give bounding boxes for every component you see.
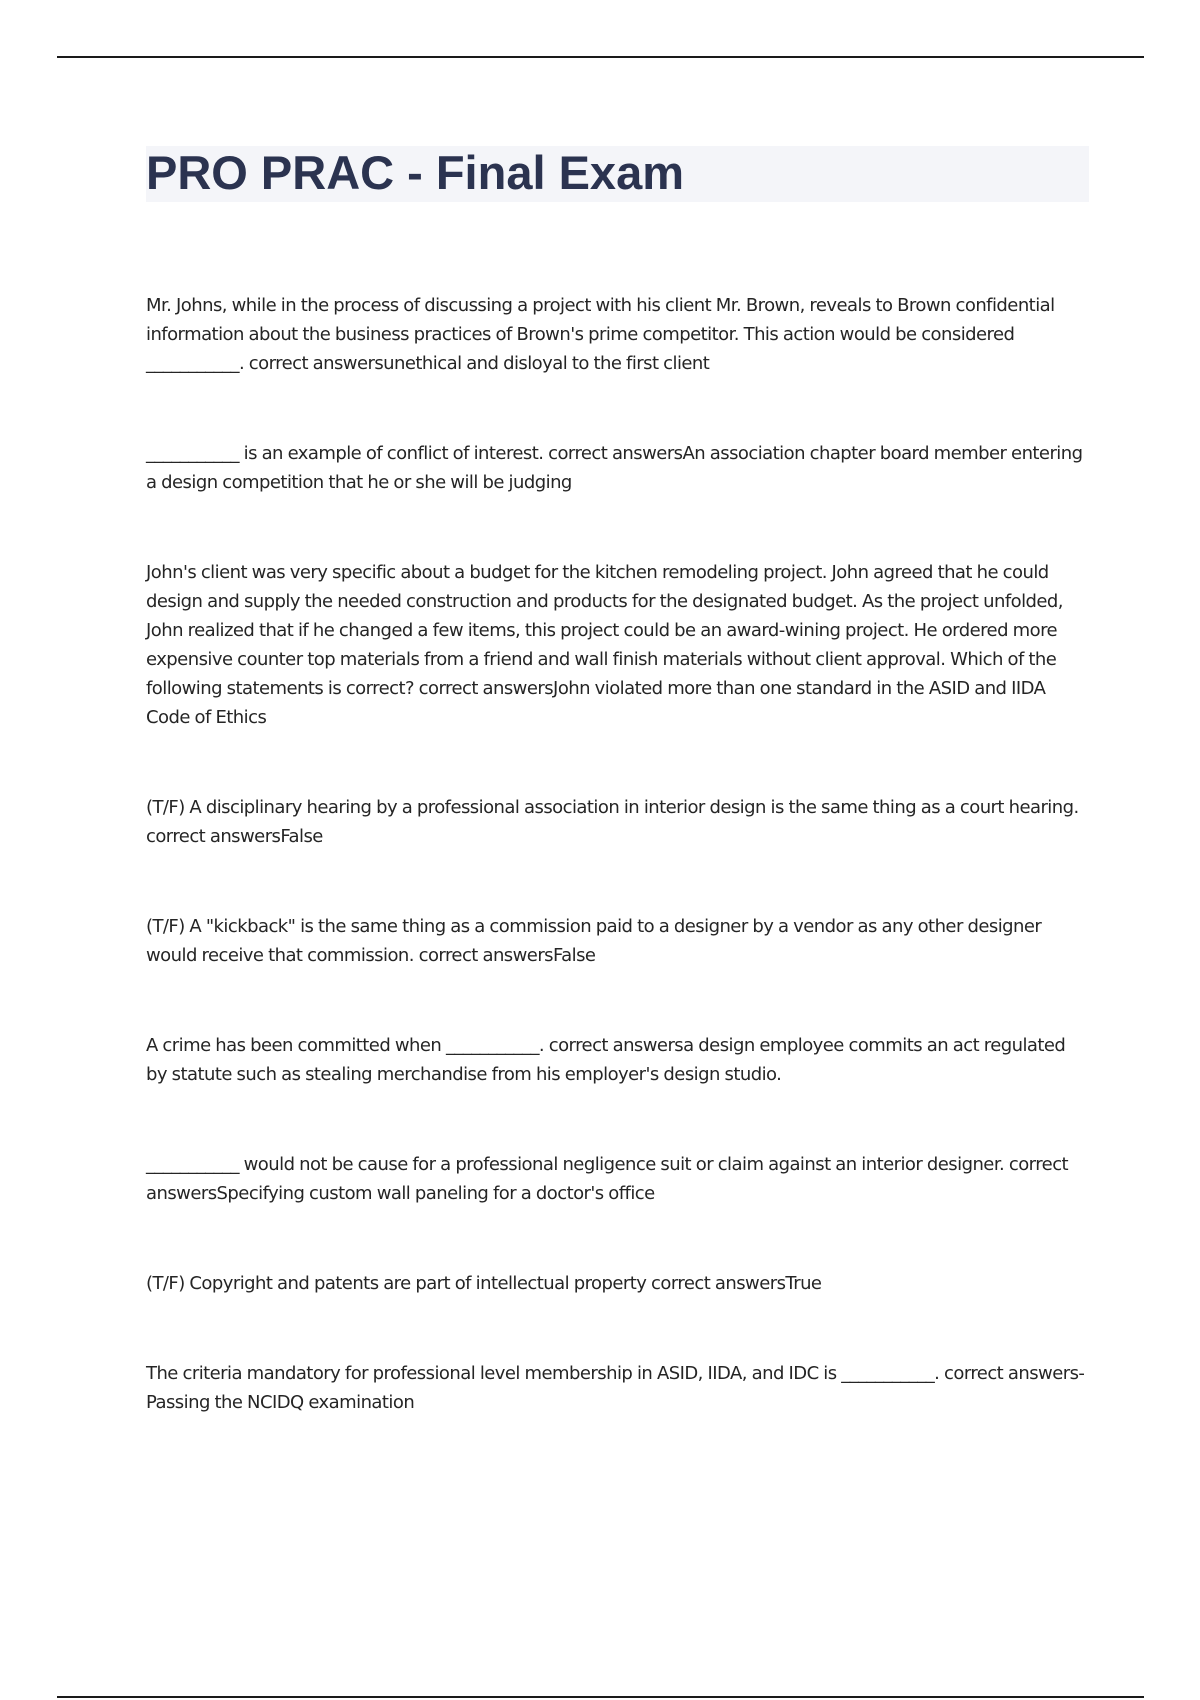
question-entry: (T/F) Copyright and patents are part of intellectual property correct answersTrue (146, 1273, 822, 1294)
question-list (146, 291, 1089, 1478)
page-title: PRO PRAC - Final Exam (146, 146, 684, 199)
question-entry: (T/F) A "kickback" is the same thing as a commission paid to a designer by a vendor as any other designer would receive that commission. correct answersFalse (146, 916, 1042, 966)
question-entry: Mr. Johns, while in the process of discussing a project with his client Mr. Brown, reveals to Brown confidential information about the business practices of Brown's prime competitor. This action would be considered ___________. correct answersunethical and disloyal to the first client (146, 295, 1055, 374)
question-entry: ___________ would not be cause for a professional negligence suit or claim against an interior designer. correct answersSpecifying custom wall paneling for a doctor's office (146, 1154, 1069, 1204)
question-entry: (T/F) A disciplinary hearing by a professional association in interior design is the same thing as a court hearing. correct answersFalse (146, 797, 1079, 847)
header-rule (57, 56, 1144, 58)
question-entry: John's client was very specific about a budget for the kitchen remodeling project. John agreed that he could design and supply the needed construction and products for the designated budget. As the project unfolded, John realized that if he changed a few items, this project could be an award-wining project. He ordered more expensive counter top materials from a friend and wall finish materials without client approval. Which of the following statements is correct? correct answersJohn violated more than one standard in the ASID and IIDA Code of Ethics (146, 562, 1063, 728)
question-entry: A crime has been committed when ___________. correct answersa design employee commits an act regulated by statute such as stealing merchandise from his employer's design studio. (146, 1035, 1066, 1085)
question-entry: ___________ is an example of conflict of interest. correct answersAn association chapter board member entering a design competition that he or she will be judging (146, 443, 1083, 493)
question-entry: The criteria mandatory for professional level membership in ASID, IIDA, and IDC is ___________. correct answers- Passing the NCIDQ examination (146, 1363, 1085, 1413)
footer-rule (57, 1696, 1144, 1698)
